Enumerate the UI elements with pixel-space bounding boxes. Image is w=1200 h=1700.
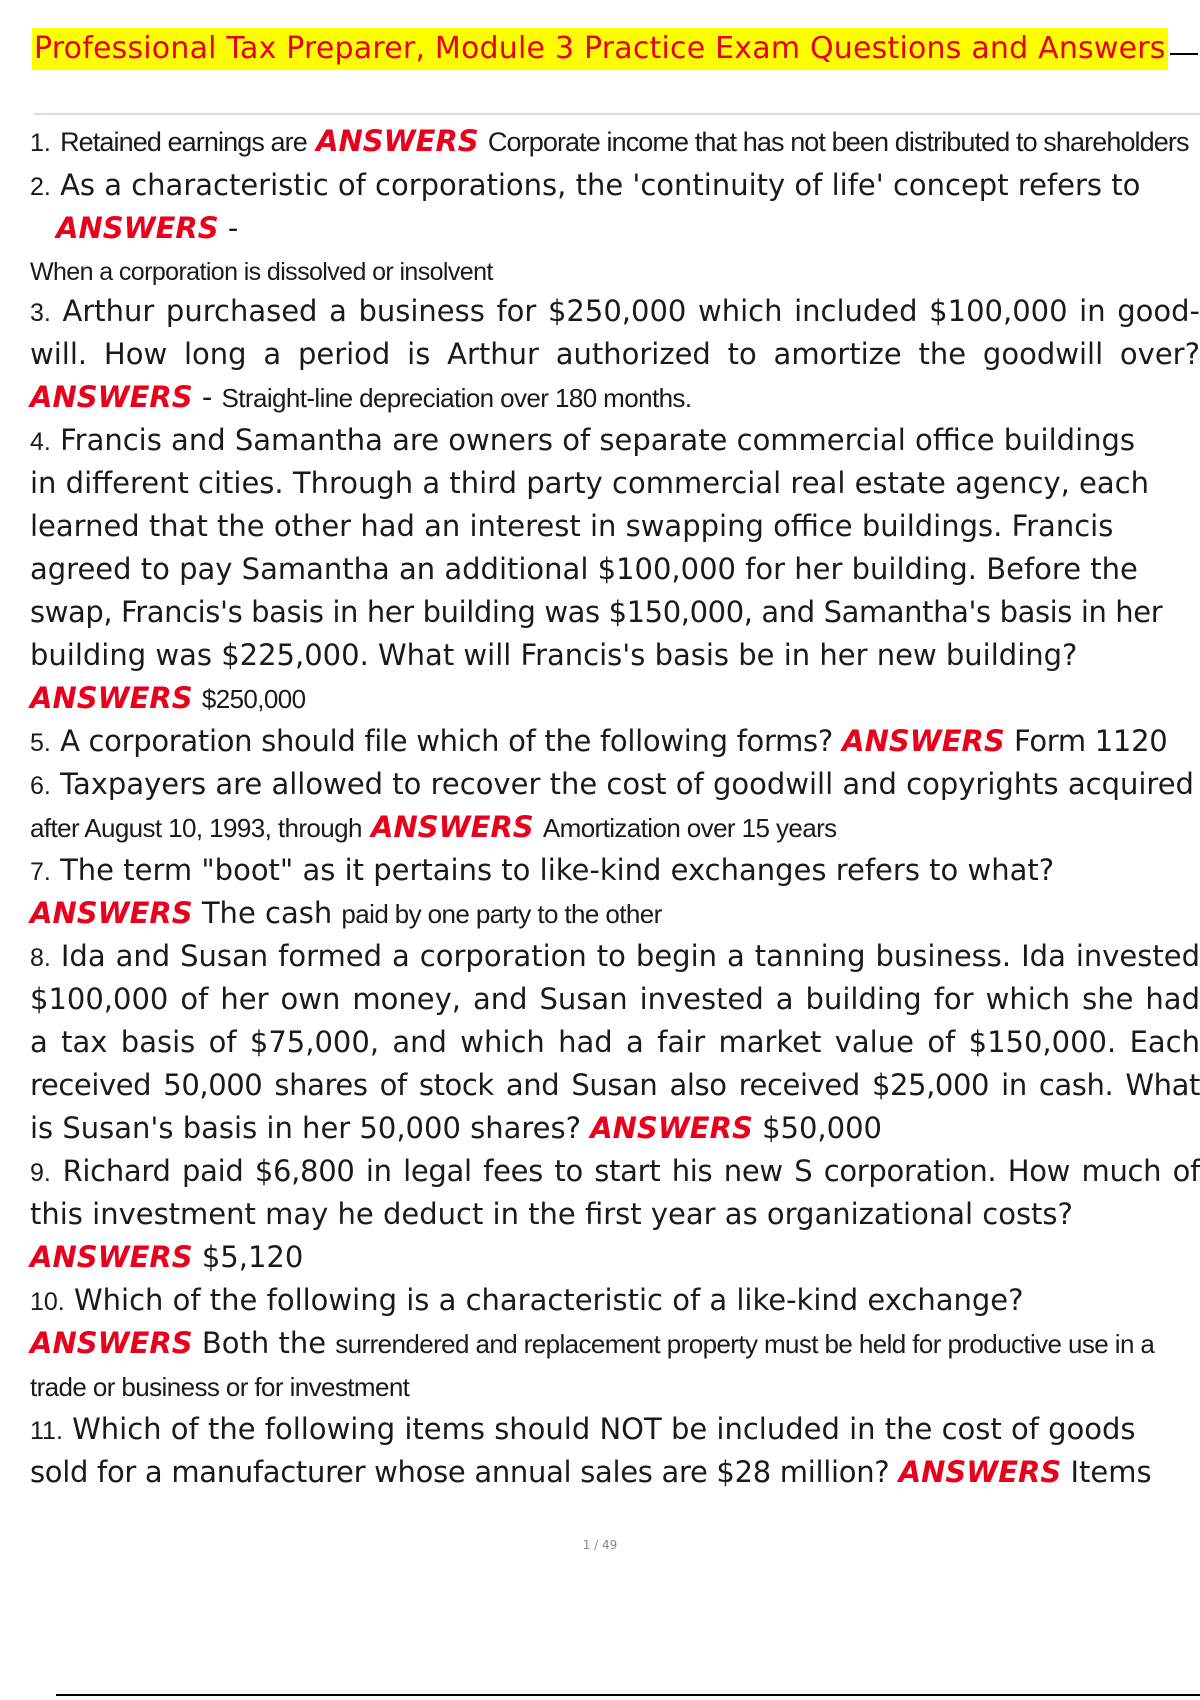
question-text-line-1: Ida and Susan formed a corporation to begin a tanning business. Ida invested — [60, 939, 1200, 973]
question-number: 4. — [30, 428, 51, 456]
answer-text: Form 1120 — [1014, 724, 1168, 758]
question-3 — [30, 290, 1200, 419]
question-number: 6. — [30, 772, 51, 800]
answer-label: ANSWERS — [30, 380, 193, 414]
question-number: 10. — [30, 1288, 65, 1316]
answer-text-part-1: The cash — [201, 896, 333, 930]
question-text-line-1: Arthur purchased a business for $250,000 which included $100,000 in good- — [62, 294, 1200, 328]
answer-label: ANSWERS — [371, 810, 534, 844]
question-8 — [30, 935, 1200, 1150]
question-text-line-3: a tax basis of $75,000, and which had a fair market value of $150,000. Each — [30, 1025, 1200, 1059]
document-title: Professional Tax Preparer, Module 3 Practice Exam Questions and Answers — [32, 28, 1168, 70]
question-9 — [30, 1150, 1200, 1279]
answer-text: Straight-line depreciation over 180 months. — [221, 383, 692, 413]
question-number: 7. — [30, 858, 51, 886]
question-text-line-6: building was $225,000. What will Francis's basis be in her new building? — [30, 638, 1078, 672]
answer-label: ANSWERS — [30, 1240, 193, 1274]
question-text-line-1: Which of the following items should NOT be included in the cost of goods — [72, 1412, 1136, 1446]
answer-label: ANSWERS — [898, 1455, 1062, 1489]
question-2 — [30, 164, 1200, 290]
question-text-line-4: agreed to pay Samantha an additional $100,000 for her building. Before the — [30, 552, 1138, 586]
question-text: Retained earnings are — [60, 127, 307, 157]
question-text-line-2: $100,000 of her own money, and Susan invested a building for which she had — [30, 982, 1200, 1016]
answer-label: ANSWERS — [30, 896, 193, 930]
question-text-line-1: Francis and Samantha are owners of separate commercial office buildings — [60, 423, 1136, 457]
answer-text: Items — [1070, 1455, 1152, 1489]
question-7 — [30, 849, 1200, 935]
question-text-line-2: will. How long a period is Arthur authorized to amortize the goodwill over? — [30, 337, 1200, 371]
question-10 — [30, 1279, 1200, 1408]
question-text-line-3: learned that the other had an interest in swapping office buildings. Francis — [30, 509, 1114, 543]
question-11 — [30, 1408, 1200, 1494]
question-text: As a characteristic of corporations, the 'continuity of life' concept refers to — [60, 168, 1141, 202]
answer-text: $50,000 — [762, 1111, 882, 1145]
question-6 — [30, 763, 1200, 849]
question-text-line-5: is Susan's basis in her 50,000 shares? — [30, 1111, 581, 1145]
answer-text: Amortization over 15 years — [542, 813, 837, 843]
question-text-line-4: received 50,000 shares of stock and Susan also received $25,000 in cash. What — [30, 1068, 1200, 1102]
answer-text-part-2: paid by one party to the other — [341, 899, 662, 929]
answer-text-part-1: Both the — [201, 1326, 327, 1360]
question-number: 1. — [30, 129, 51, 157]
answer-text: $5,120 — [201, 1240, 304, 1274]
answer-label: ANSWERS — [30, 681, 193, 715]
page-number: 1 / 49 — [582, 1538, 618, 1552]
title-block — [32, 28, 1198, 70]
question-number: 3. — [30, 299, 51, 327]
question-number: 2. — [30, 173, 51, 201]
answer-text: Corporate income that has not been distributed to shareholders — [487, 127, 1189, 157]
question-text-line-1: Taxpayers are allowed to recover the cost of goodwill and copyrights acquired — [60, 767, 1194, 801]
question-number: 8. — [30, 944, 51, 972]
question-number: 5. — [30, 729, 51, 757]
header-divider — [34, 113, 1200, 115]
question-text-line-1: Richard paid $6,800 in legal fees to start his new S corporation. How much of — [62, 1154, 1200, 1188]
answer-text-part-3: trade or business or for investment — [30, 1372, 410, 1402]
answer-label: ANSWERS — [842, 724, 1005, 758]
question-1 — [30, 118, 1200, 164]
question-text-line-5: swap, Francis's basis in her building was $150,000, and Samantha's basis in her — [30, 595, 1163, 629]
footer-divider — [56, 1694, 1200, 1696]
answer-label: ANSWERS — [590, 1111, 753, 1145]
question-number: 9. — [30, 1159, 51, 1187]
question-text: The term "boot" as it pertains to like-kind exchanges refers to what? — [60, 853, 1055, 887]
question-text: Which of the following is a characteristic of a like-kind exchange? — [73, 1283, 1024, 1317]
answer-separator: - — [227, 211, 239, 245]
question-text-line-2: in different cities. Through a third party commercial real estate agency, each — [30, 466, 1149, 500]
question-text: A corporation should file which of the following forms? — [60, 724, 833, 758]
answer-label: ANSWERS — [30, 1326, 193, 1360]
question-number: 11. — [30, 1417, 63, 1445]
answer-label: ANSWERS — [56, 211, 219, 245]
answer-text-part-2: surrendered and replacement property must be held for productive use in a — [335, 1329, 1155, 1359]
title-underline — [1170, 53, 1198, 55]
answer-label: ANSWERS — [316, 124, 479, 158]
question-4 — [30, 419, 1200, 720]
question-text-line-2: after August 10, 1993, through — [30, 813, 362, 843]
answer-text: When a corporation is dissolved or insolvent — [30, 258, 493, 286]
question-text-line-2: this investment may he deduct in the first year as organizational costs? — [30, 1197, 1073, 1231]
question-text-line-2: sold for a manufacturer whose annual sales are $28 million? — [30, 1455, 890, 1489]
answer-text: $250,000 — [201, 684, 306, 714]
answer-separator: - — [201, 380, 213, 414]
qa-list — [30, 118, 1200, 1494]
question-5 — [30, 720, 1200, 763]
